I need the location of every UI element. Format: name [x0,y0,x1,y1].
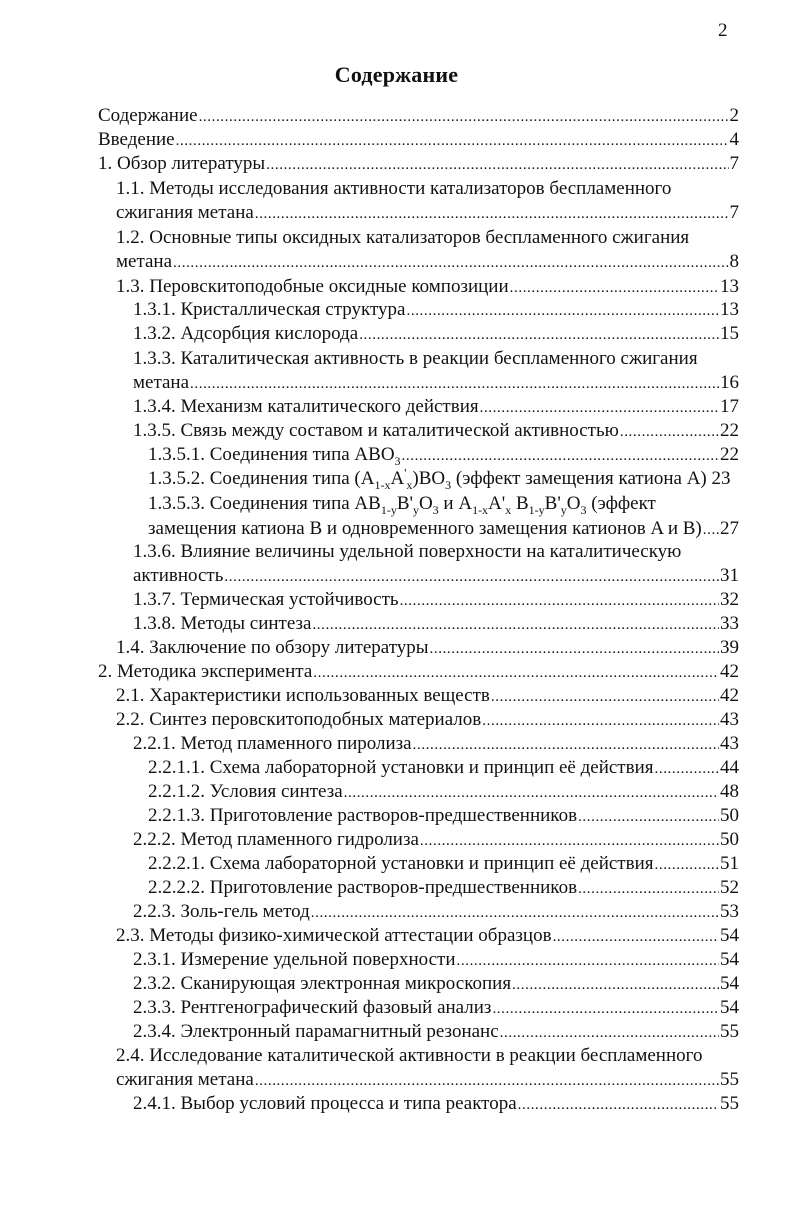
toc-entry[interactable]: 1.3.5.2. Соединения типа $(A_{1-x}A'_x)BO_3$ (эффект замещения катиона A) 23 [148,465,731,492]
toc-entry[interactable]: Введение ..... 4 [98,129,739,153]
toc-entry[interactable]: 1.3.5.1. Соединения типа $ABO_3$ ..... 22 [148,444,739,468]
toc-entry[interactable]: 2.2.1.1. Схема лабораторной установки и принцип её действия ..... 44 [148,757,739,781]
toc-entry[interactable]: 1.3.2. Адсорбция кислорода ..... 15 [133,323,739,347]
toc-entry[interactable]: 2.4.1. Выбор условий процесса и типа реактора ..... 55 [133,1093,739,1117]
toc-entry[interactable]: 1. Обзор литературы ..... 7 [98,153,739,177]
toc-entry[interactable]: 2.3.2. Сканирующая электронная микроскопия ..... 54 [133,973,739,997]
toc-entry-continuation[interactable]: активность ..... 31 [133,565,739,589]
toc-entry-continuation[interactable]: сжигания метана ..... 55 [116,1069,739,1093]
toc-entry[interactable]: 2.2.1. Метод пламенного пиролиза ..... 43 [133,733,739,757]
page-title: Содержание [334,62,459,87]
toc-entry[interactable]: 2.4. Исследование каталитической активности в реакции беспламенного [116,1045,703,1066]
toc-entry[interactable]: 2.2.2.2. Приготовление растворов-предшественников ..... 52 [148,877,739,901]
toc-entry[interactable]: 1.4. Заключение по обзору литературы ..... 39 [116,637,739,661]
toc-entry[interactable]: 1.3.5. Связь между составом и каталитической активностью ..... 22 [133,420,739,444]
toc-entry[interactable]: 1.3.5.3. Соединения типа $AB_{1-y}B'_yO_3$ и $A_{1-x}A'_x$ $B_{1-y}B'_yO_3$ (эффект [148,493,656,517]
toc-entry[interactable]: 2.2.2. Метод пламенного гидролиза ..... 50 [133,829,739,853]
toc-entry[interactable]: Содержание ..... 2 [98,105,739,129]
toc-entry-continuation[interactable]: замещения катиона B и одновременного замещения катионов A и B) ..... 27 [148,518,739,542]
toc-entry[interactable]: 1.3.6. Влияние величины удельной поверхности на каталитическую [133,541,682,562]
toc-entry-continuation[interactable]: сжигания метана ..... 7 [116,202,739,226]
toc-entry[interactable]: 2.2.1.2. Условия синтеза ..... 48 [148,781,739,805]
toc-entry[interactable]: 2. Методика эксперимента ..... 42 [98,661,739,685]
toc-entry[interactable]: 1.3.7. Термическая устойчивость ..... 32 [133,589,739,613]
toc-entry[interactable]: 2.3.3. Рентгенографический фазовый анализ ..... 54 [133,997,739,1021]
toc-entry[interactable]: 1.3.4. Механизм каталитического действия ..... 17 [133,396,739,420]
toc-entry[interactable]: 1.3. Перовскитоподобные оксидные композиции ..... 13 [116,276,739,300]
toc-entry[interactable]: 2.2. Синтез перовскитоподобных материалов ..... 43 [116,709,739,733]
toc-entry[interactable]: 2.3. Методы физико-химической аттестации образцов ..... 54 [116,925,739,949]
toc-entry[interactable]: 1.1. Методы исследования активности катализаторов беспламенного [116,178,672,199]
toc-entry-continuation[interactable]: метана ..... 16 [133,372,739,396]
toc-entry[interactable]: 1.3.1. Кристаллическая структура ..... 13 [133,299,739,323]
toc-entry[interactable]: 1.3.3. Каталитическая активность в реакции беспламенного сжигания [133,348,698,369]
toc-entry[interactable]: 2.3.4. Электронный парамагнитный резонанс ..... 55 [133,1021,739,1045]
toc-entry[interactable]: 1.2. Основные типы оксидных катализаторов беспламенного сжигания [116,227,690,248]
toc-entry[interactable]: 2.1. Характеристики использованных веществ ..... 42 [116,685,739,709]
page-number: 2 [718,20,728,41]
toc-entry-continuation[interactable]: метана ..... 8 [116,251,739,275]
toc-entry[interactable]: 2.2.3. Золь-гель метод ..... 53 [133,901,739,925]
toc-entry[interactable]: 2.3.1. Измерение удельной поверхности ..... 54 [133,949,739,973]
toc-entry[interactable]: 2.2.1.3. Приготовление растворов-предшественников ..... 50 [148,805,739,829]
toc-entry[interactable]: 1.3.8. Методы синтеза ..... 33 [133,613,739,637]
toc-entry[interactable]: 2.2.2.1. Схема лабораторной установки и принцип её действия ..... 51 [148,853,739,877]
